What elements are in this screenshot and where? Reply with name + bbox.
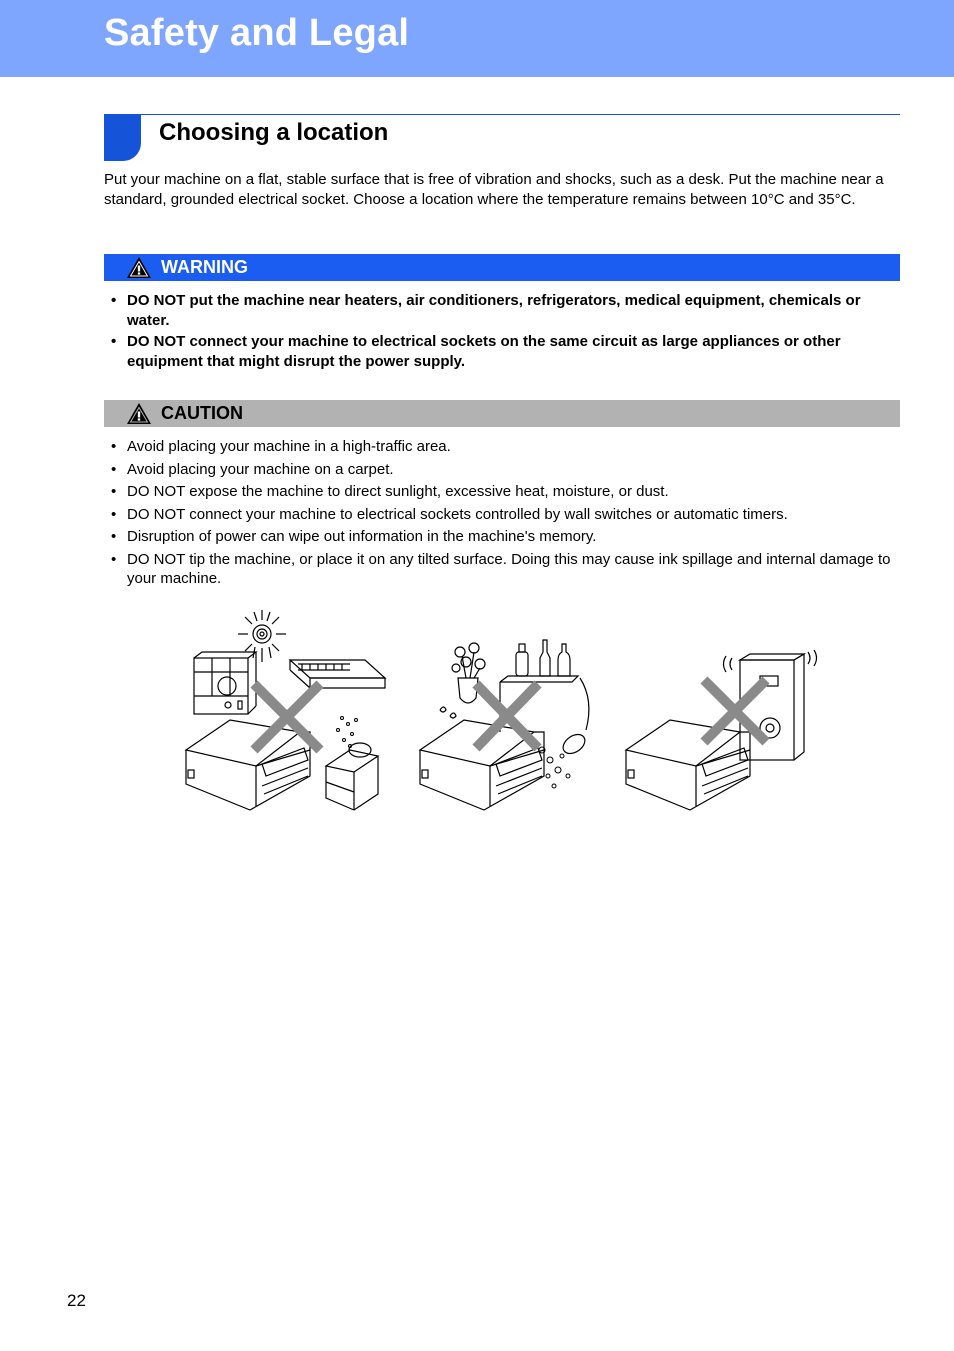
- shower-icon: [560, 678, 589, 757]
- cross-mark-icon: [476, 684, 538, 748]
- cross-mark-icon: [254, 684, 320, 750]
- page-number: 22: [67, 1291, 86, 1310]
- illustration-chemicals-water: [412, 600, 612, 815]
- warning-list: [104, 291, 900, 373]
- bullet: •: [111, 528, 117, 545]
- printer-icon: [186, 720, 310, 810]
- section-rule: [104, 114, 900, 115]
- intro-paragraph: Put your machine on a flat, stable surface that is free of vibration and shocks, such as a desk. Put the machine near a standard, grounded electrical socket. Choose a location where the temperature remains between 10°C and 35°C.: [104, 171, 884, 208]
- cross-mark-icon: [704, 680, 766, 742]
- page-header-banner: [0, 0, 954, 77]
- list-item: [104, 550, 900, 588]
- list-item: [104, 460, 900, 479]
- sun-icon: [238, 610, 286, 662]
- bullet: •: [111, 438, 117, 455]
- vibration-icon: [724, 650, 817, 672]
- printer-icon: [626, 720, 750, 810]
- bottles-icon: [516, 640, 570, 676]
- section-title: Choosing a location: [159, 119, 389, 146]
- section-heading: [104, 114, 900, 164]
- list-item: [104, 437, 900, 456]
- page-header-title: Safety and Legal: [104, 12, 410, 54]
- caution-item-text: Avoid placing your machine in a high-traffic area.: [127, 438, 451, 455]
- shelf-icon: [500, 676, 578, 682]
- bullet: •: [111, 333, 117, 350]
- bullet: •: [111, 505, 117, 523]
- caution-item-text: Disruption of power can wipe out information in the machine's memory.: [127, 528, 597, 545]
- warning-bar: [104, 254, 900, 281]
- illustration-speaker-vibration: [618, 600, 823, 815]
- warning-label: WARNING: [161, 257, 248, 277]
- air-conditioner-icon: [290, 660, 385, 688]
- dust-icon: [337, 717, 358, 748]
- list-item: [104, 527, 900, 546]
- list-item: [104, 482, 900, 501]
- heater-icon: [194, 652, 256, 714]
- list-item: [104, 505, 900, 524]
- caution-item-text: DO NOT tip the machine, or place it on any tilted surface. Doing this may cause ink spillage and internal damage to your machine.: [127, 550, 891, 587]
- caution-item-text: Avoid placing your machine on a carpet.: [127, 460, 394, 478]
- list-item: [104, 332, 900, 371]
- bullet: •: [111, 460, 117, 478]
- bullet: •: [111, 550, 117, 568]
- illustration-heat-sources: [180, 600, 400, 815]
- bullet: •: [111, 483, 117, 500]
- caution-label: CAUTION: [161, 403, 243, 423]
- bullet: •: [111, 292, 117, 309]
- caution-bar: [104, 400, 900, 427]
- caution-item-text: DO NOT expose the machine to direct sunlight, excessive heat, moisture, or dust.: [127, 483, 669, 500]
- caution-item-text: DO NOT connect your machine to electrical sockets controlled by wall switches or automatic timers.: [127, 505, 788, 523]
- caution-triangle-icon: [126, 402, 152, 425]
- water-drops-icon: [440, 707, 456, 718]
- box-icon: [326, 743, 378, 810]
- warning-item-text: DO NOT put the machine near heaters, air conditioners, refrigerators, medical equipment, chemicals or water.: [127, 292, 861, 329]
- warning-item-text: DO NOT connect your machine to electrical sockets on the same circuit as large appliances or other equipment that might disrupt the power supply.: [127, 333, 841, 370]
- list-item: [104, 291, 900, 330]
- warning-triangle-icon: [126, 256, 152, 279]
- section-marker: [104, 114, 141, 161]
- caution-list: [104, 437, 900, 591]
